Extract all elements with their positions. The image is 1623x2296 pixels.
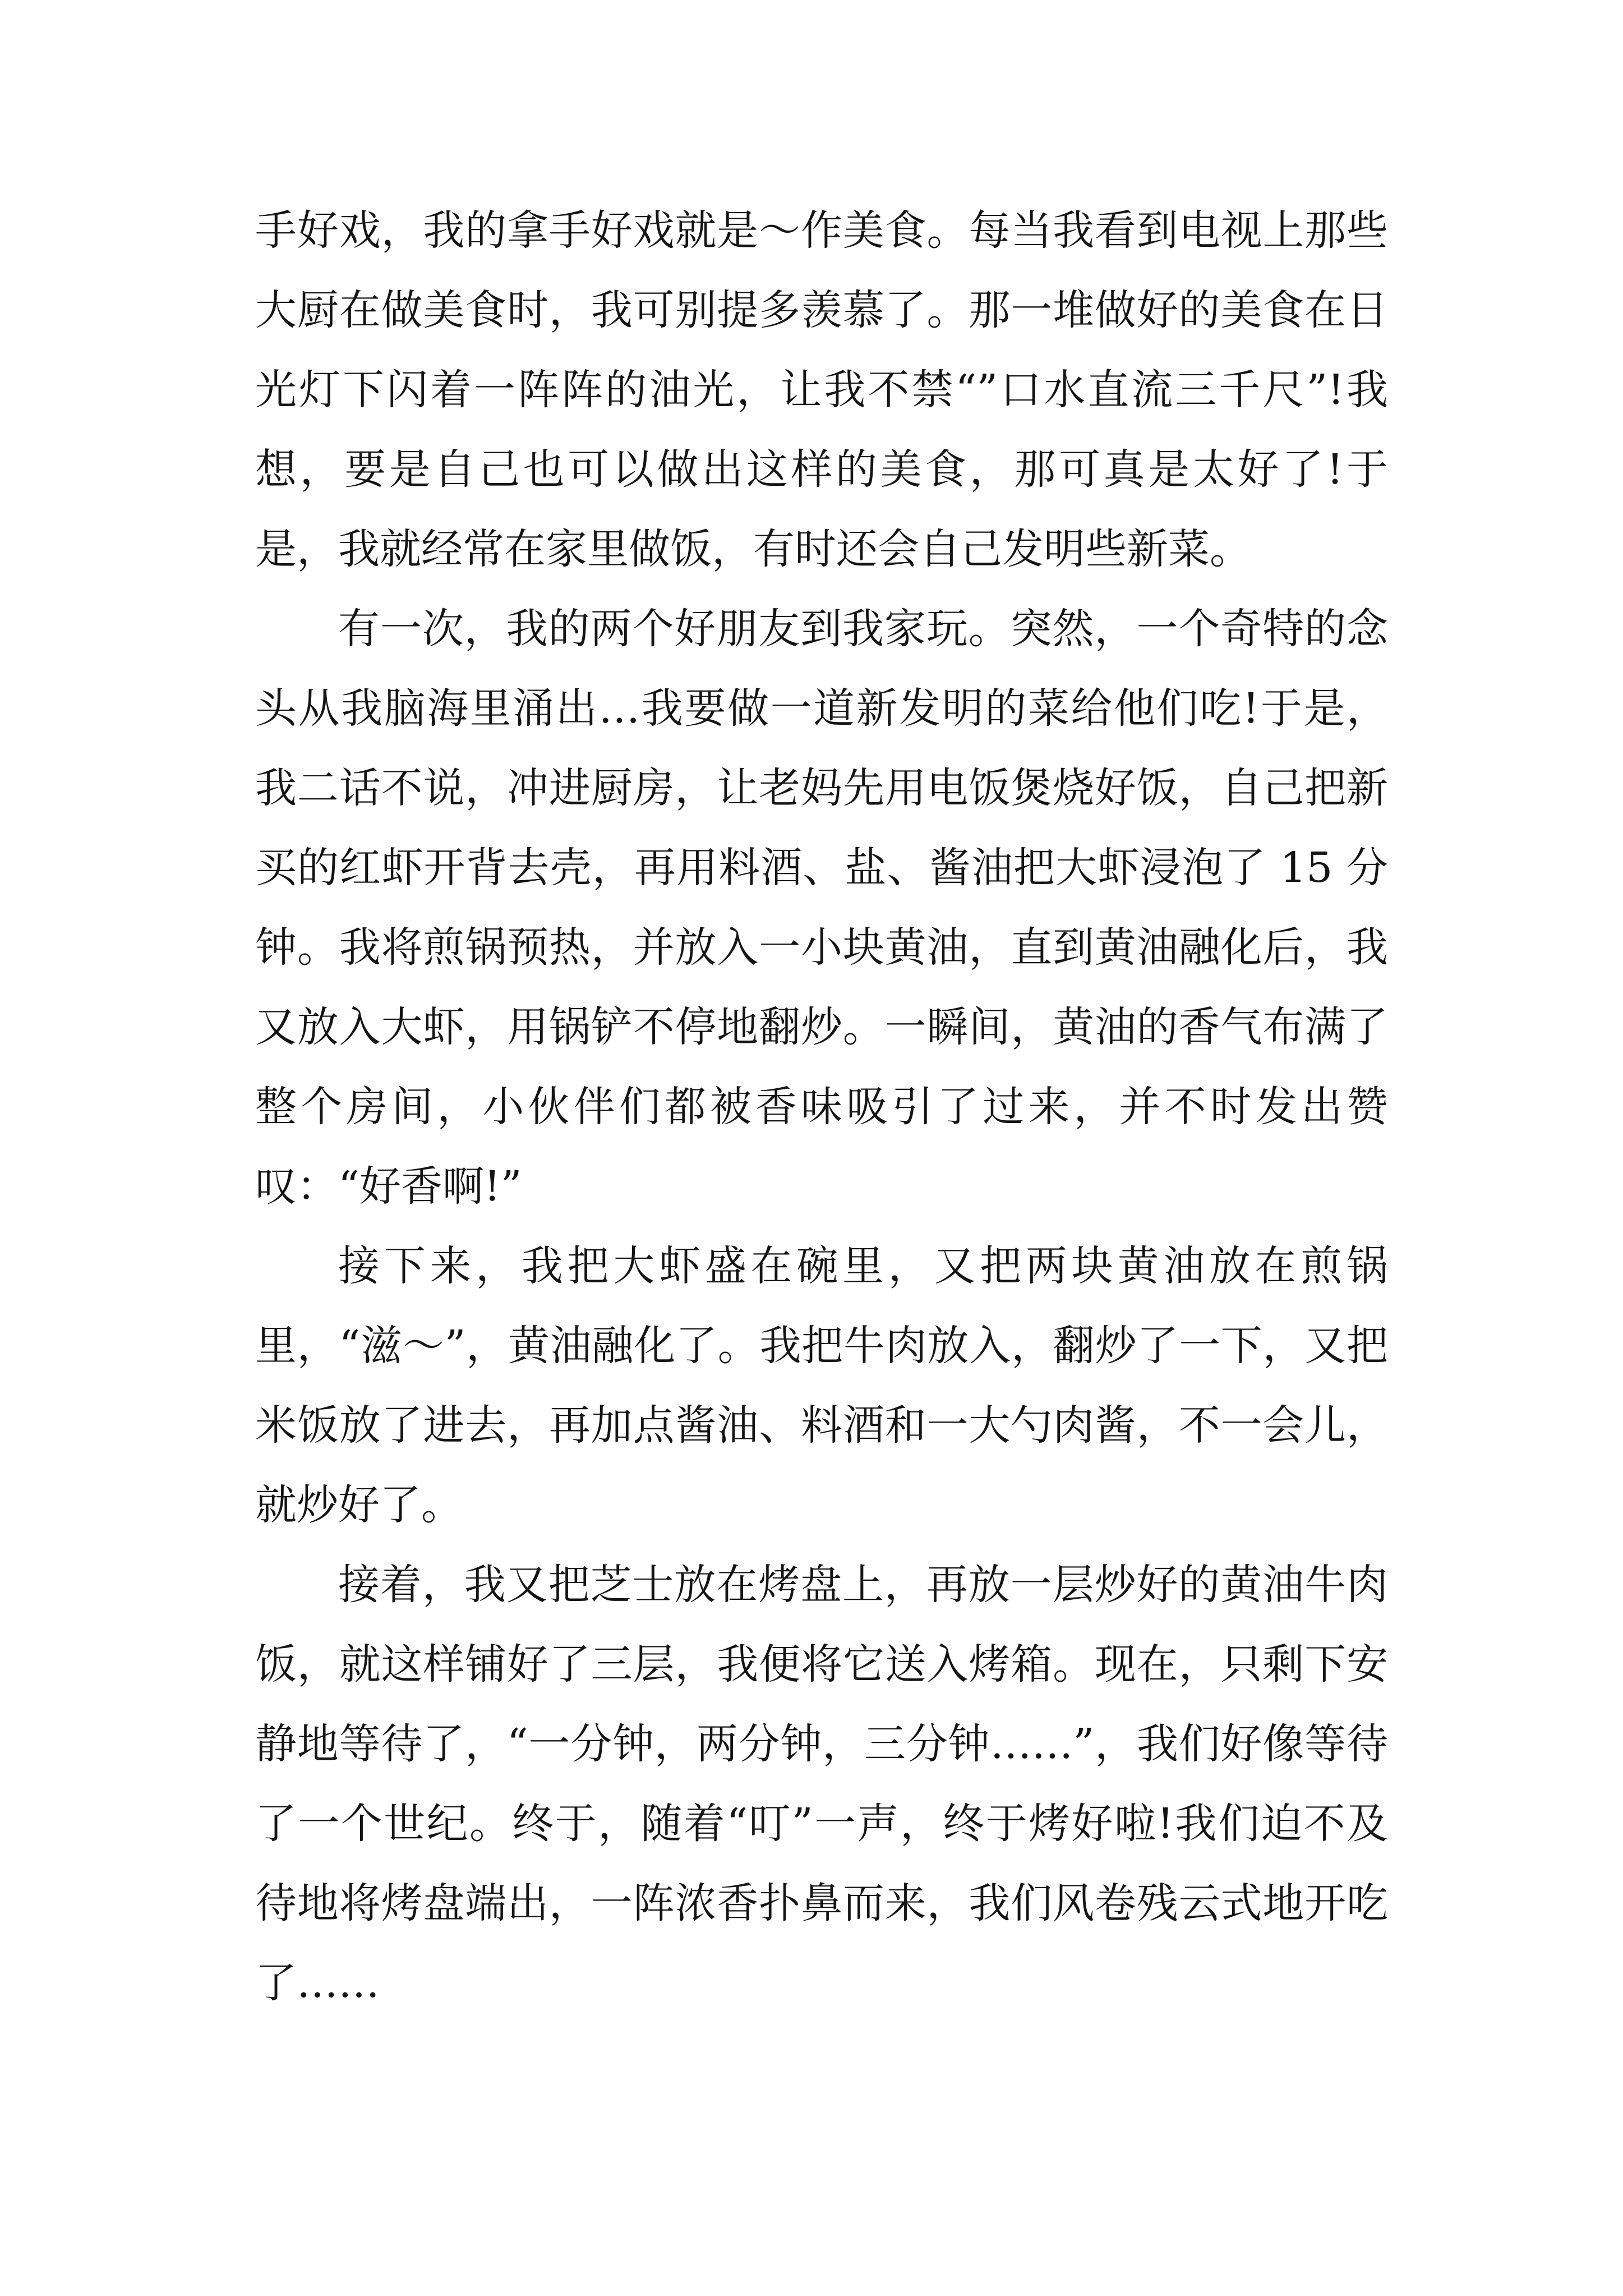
paragraph-1: 手好戏，我的拿手好戏就是～作美食。每当我看到电视上那些大厨在做美食时，我可别提多羡慕了。那一堆做好的美食在日光灯下闪着一阵阵的油光，让我不禁“”口水直流三千尺”!我想，要是自己也可以做出这样的美食，那可真是太好了!于是，我就经常在家里做饭，有时还会自己发明些新菜。	[255, 206, 1388, 573]
paragraph-3: 接下来，我把大虾盛在碗里，又把两块黄油放在煎锅里，“滋～”，黄油融化了。我把牛肉放入，翻炒了一下，又把米饭放了进去，再加点酱油、料酒和一大勺肉酱，不一会儿，就炒好了。	[255, 1242, 1388, 1529]
paragraph-2: 有一次，我的两个好朋友到我家玩。突然，一个奇特的念头从我脑海里涌出…我要做一道新发明的菜给他们吃!于是，我二话不说，冲进厨房，让老妈先用电饭煲烧好饭，自己把新买的红虾开背去壳，再用料酒、盐、酱油把大虾浸泡了 15 分钟。我将煎锅预热，并放入一小块黄油，直到黄油融化后，我又放入大虾，用锅铲不停地翻炒。一瞬间，黄油的香气布满了整个房间，小伙伴们都被香味吸引了过来，并不时发出赞叹：“好香啊!”	[255, 605, 1388, 1211]
essay-body	[255, 191, 1388, 2023]
paragraph-4: 接着，我又把芝士放在烤盘上，再放一层炒好的黄油牛肉饭，就这样铺好了三层，我便将它送入烤箱。现在，只剩下安静地等待了，“一分钟，两分钟，三分钟……”，我们好像等待了一个世纪。终于，随着“叮”一声，终于烤好啦!我们迫不及待地将烤盘端出，一阵浓香扑鼻而来，我们风卷残云式地开吃了……	[255, 1561, 1388, 2007]
